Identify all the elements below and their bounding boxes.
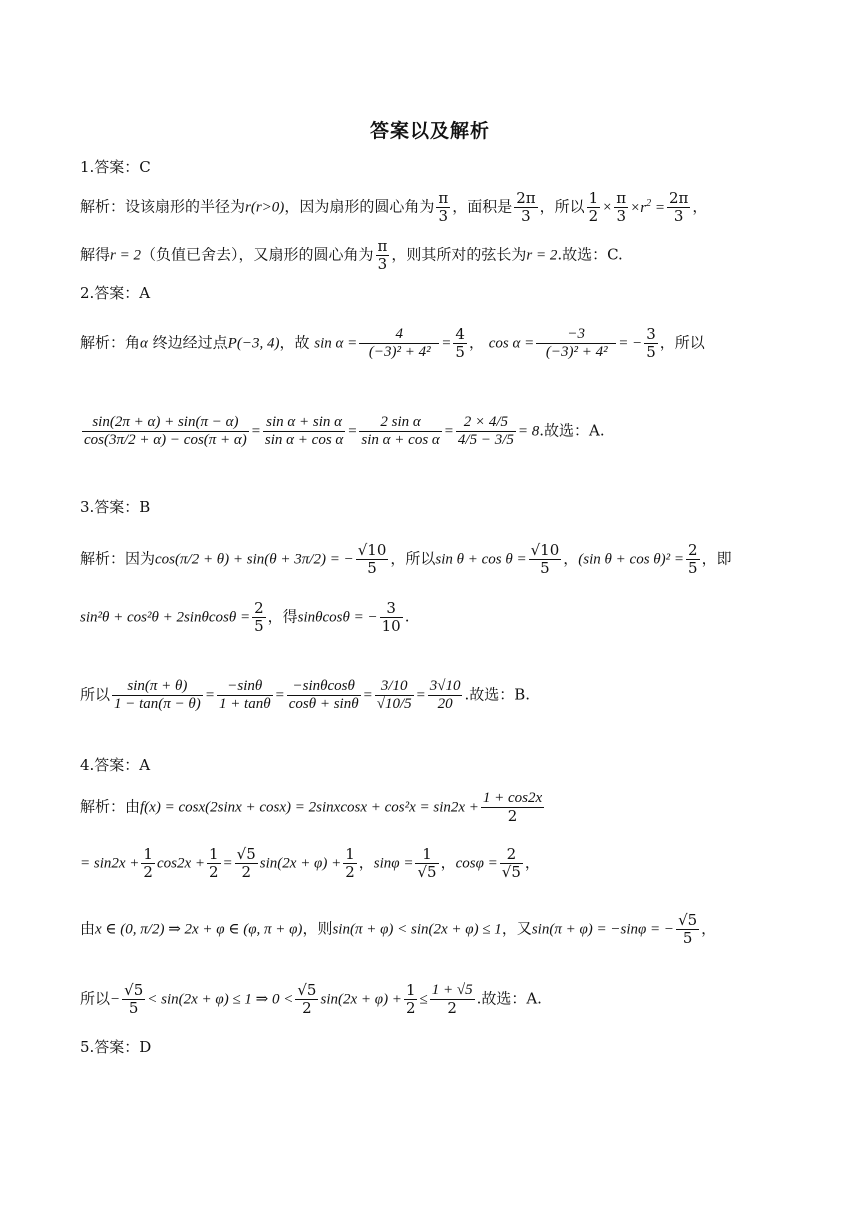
- q1-answer: 1.答案：C: [80, 158, 151, 176]
- q3-analysis-line2: sin²θ + cos²θ + 2sinθcosθ = $\frac{2}{5}$ ，得sinθcosθ = − $\frac{3}{10}$ .: [80, 599, 410, 635]
- fraction: $\frac{2 \times 4/5}{4/5 - 3/5}$: [457, 414, 514, 448]
- q2-answer: 2.答案：A: [80, 284, 151, 302]
- fraction: $\frac{4}{5}$: [455, 325, 465, 361]
- q4-analysis-line4: 所以− $\frac{√5}{5}$ < sin(2x + φ) ≤ 1 ⇒ 0 < $\frac{√5}{2}$ sin(2x + φ) + $\frac{1}{2}$ ≤ $\frac{1 + √5}{2}$ .故选：A.: [80, 981, 542, 1017]
- fraction: $\frac{\pi}{3}$: [616, 189, 627, 225]
- fraction: $\frac{1}{2}$: [405, 981, 416, 1017]
- fraction: $\frac{1}{2}$: [588, 189, 599, 225]
- fraction: $\frac{2\pi}{3}$: [669, 189, 689, 225]
- fraction: $\frac{3√10}{20}$: [429, 678, 461, 712]
- fraction: $\frac{√10}{5}$: [530, 541, 560, 577]
- fraction: $\frac{2}{5}$: [688, 541, 698, 577]
- fraction: $\frac{1}{2}$: [345, 845, 355, 881]
- fraction: $\frac{√10}{5}$: [357, 541, 387, 577]
- fraction: $\frac{\text{sin α + sin α}}{\text{sin α + cos α}}$: [264, 414, 344, 448]
- fraction: $\frac{√5}{2}$: [297, 981, 317, 1017]
- fraction: $\frac{3}{10}$: [381, 599, 401, 635]
- fraction: $\frac{\text{2 sin α}}{\text{sin α + cos α}}$: [361, 414, 440, 448]
- fraction: $\frac{1 + √5}{2}$: [431, 982, 473, 1017]
- fraction: $\frac{\sin(\pi + \theta)}{1 - \tan(\pi - \theta)}$: [114, 678, 201, 712]
- fraction: $\frac{3}{5}$: [646, 325, 656, 361]
- fraction: $\frac{-\sin\theta}{1 + \tan\theta}$: [218, 678, 271, 712]
- fraction: $\frac{1 + \cos 2x}{2}$: [482, 790, 543, 825]
- q3-analysis-line1: 解析：因为cos(π/2 + θ) + sin(θ + 3π/2) = − $\frac{√10}{5}$ ，所以sin θ + cos θ = $\frac{√10}{5}$ ，(sin θ + cos θ)² = $\frac{2}{5}$ ，即: [80, 541, 732, 577]
- q4-analysis-line2: = sin2x + $\frac{1}{2}$ cos2x + $\frac{1}{2}$ = $\frac{√5}{2}$ sin(2x + φ) + $\frac{1}{2}$ ，sinφ = $\frac{1}{√5}$ ，cosφ = $\frac{2}{√5}$ ，: [80, 845, 540, 881]
- q4-analysis-line3: 由x ∈ (0, π/2) ⇒ 2x + φ ∈ (φ, π + φ)，则sin(π + φ) < sin(2x + φ) ≤ 1，又sin(π + φ) = −sinφ = − $\frac{√5}{5}$ ，: [80, 911, 717, 947]
- q3-answer: 3.答案：B: [80, 498, 151, 516]
- q4-answer: 4.答案：A: [80, 756, 151, 774]
- fraction: $\frac{-\sin\theta\cos\theta}{\cos\theta + \sin\theta}$: [288, 678, 359, 712]
- q5-answer: 5.答案：D: [80, 1038, 152, 1056]
- q2-analysis-line2: $\frac{\sin(2\pi + \alpha) + \sin(\pi - \alpha)}{\cos(3\pi/2 + \alpha) - \cos(\pi + \alpha)}$ = $\frac{\text{sin α + sin α}}{\text{sin α + cos α}}$ = $\frac{\text{2 sin α}}{\text{sin α + cos α}}$ = $\frac{2 \times 4/5}{4/5 - 3/5}$ = 8.故选：A.: [84, 414, 605, 448]
- fraction: $\frac{1}{2}$: [143, 845, 153, 881]
- q3-analysis-line3: 所以 $\frac{\sin(\pi + \theta)}{1 - \tan(\pi - \theta)}$ = $\frac{-\sin\theta}{1 + \tan\theta}$ = $\frac{-\sin\theta\cos\theta}{\cos\theta + \sin\theta}$ = $\frac{3/10}{√10/5}$ = $\frac{3√10}{20}$ .故选：B.: [80, 678, 531, 712]
- q1-analysis-line1: 解析：设该扇形的半径为r(r>0)，因为扇形的圆心角为 $\frac{\pi}{3}$ ，面积是 $\frac{2\pi}{3}$ ，所以 $\frac{1}{2}$ × $\frac{\pi}{3}$ $\times r^2$ = $\frac{2\pi}{3}$ ，: [80, 189, 708, 225]
- q2-analysis-line1: 解析：角α 终边经过点P(−3, 4)，故 sin α = $\frac{4}{\text{(−3)² + 4²}}$ = $\frac{4}{5}$ ， cos α = $\frac{-3}{\text{(−3)² + 4²}}$ = − $\frac{3}{5}$ ，所以: [80, 325, 705, 361]
- fraction: $\frac{√5}{5}$: [124, 981, 144, 1017]
- fraction: $\frac{\sin(2\pi + \alpha) + \sin(\pi - \alpha)}{\cos(3\pi/2 + \alpha) - \cos(\pi + \alpha)}$: [84, 414, 247, 448]
- fraction: $\frac{√5}{2}$: [236, 845, 256, 881]
- fraction: $\frac{2\pi}{3}$: [516, 189, 536, 225]
- fraction: $\frac{1}{√5}$: [417, 845, 437, 881]
- fraction: $\frac{-3}{\text{(−3)² + 4²}}$: [536, 326, 616, 361]
- fraction: $\frac{1}{2}$: [209, 845, 219, 881]
- fraction: $\frac{√5}{5}$: [678, 911, 698, 947]
- fraction: $\frac{\pi}{3}$: [377, 237, 388, 273]
- fraction: $\frac{2}{√5}$: [501, 845, 521, 881]
- q4-analysis-line1: 解析：由f(x) = cosx(2sinx + cosx) = 2sinxcosx + cos²x = sin2x + $\frac{1 + \cos 2x}{2}$: [80, 790, 543, 825]
- fraction: $\frac{2}{5}$: [254, 599, 264, 635]
- fraction: $\frac{3/10}{√10/5}$: [376, 678, 412, 712]
- q1-analysis-line2: 解得r = 2（负值已舍去），又扇形的圆心角为 $\frac{\pi}{3}$ ，则其所对的弦长为r = 2.故选：C.: [80, 237, 623, 273]
- fraction: $\frac{4}{\text{(−3)² + 4²}}$: [359, 326, 439, 361]
- fraction: $\frac{\pi}{3}$: [438, 189, 449, 225]
- page-title: 答案以及解析: [369, 120, 490, 142]
